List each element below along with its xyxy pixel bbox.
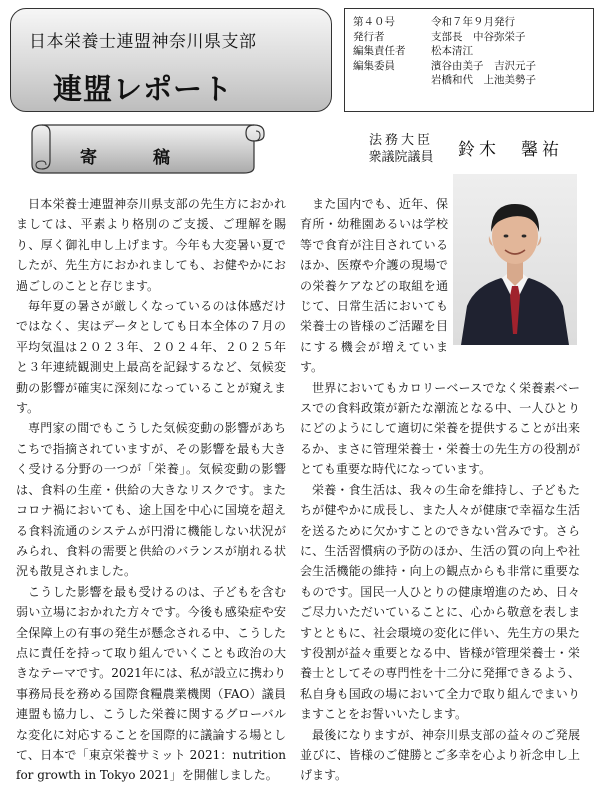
committee-label: 編集委員 — [353, 59, 395, 72]
committee-value-1: 濱谷由美子 吉沢元子 — [431, 59, 536, 72]
article-paragraph: 世界においてもカロリーベースでなく栄養素ベースでの食料政策が新たな潮流となる中、一人ひとりにどのようにして適切に栄養を提供することが出来るか、まさに管理栄養士・栄養士の先生方の役割がとても重要な時代になっています。 — [300, 380, 580, 477]
publisher-label: 発行者 — [353, 30, 385, 43]
article-paragraph: 栄養・食生活は、我々の生命を維持し、子どもたちが健やかに成長し、また人々が健康で幸福な生活を送るために欠かすことのできない営みです。さらに、生活習慣病の予防のほか、生活の質の向上や社会生活機能の維持・向上の観点からも非常に重要なものです。国民一人ひとりの健康増進のため、日々ご尽力いただいていることに、心から敬意を表しますとともに、社会環境の変化に伴い、先生方の果たす役割が益々重要となる中、皆様が管理栄養士・栄養士としてその専門性を十二分に発揮できるよう、私自身も国政の場において全力で取り組んでまいりますことをお誓いいたします。 — [300, 482, 580, 722]
author-title-line-1: 法務大臣 — [368, 133, 433, 148]
section-title-char-1: 寄 — [80, 148, 99, 168]
article-paragraph: 最後になりますが、神奈川県支部の益々のご発展並びに、皆様のご健勝とご多幸を心より祈念申し上げます。 — [300, 727, 580, 783]
issue-date: 令和７年９月発行 — [431, 16, 515, 28]
author-title-line-2: 衆議院議員 — [368, 150, 434, 165]
editor-label: 編集責任者 — [353, 45, 406, 57]
organization-name: 日本栄養士連盟神奈川県支部 — [29, 32, 257, 52]
publisher-value: 支部長 中谷弥栄子 — [431, 30, 526, 43]
author-name: 鈴木 馨祐 — [458, 140, 563, 160]
article-right-column — [300, 194, 580, 786]
section-title — [80, 143, 172, 168]
article-paragraph: 日本栄養士連盟神奈川県支部の先生方におかれましては、平素より格別のご支援、ご理解を賜り、厚く御礼申し上げます。今年も大変暑い夏でしたが、先生方におかれましても、お健やかにお過ごしのことと存じます。 — [16, 197, 286, 293]
editor-row — [353, 44, 585, 59]
article-paragraph: また国内でも、近年、保育所・幼稚園あるいは学校等で食育が注目されているほか、医療や介護の現場での栄養ケアなどの取組を通じて、日常生活においても栄養士の皆様のご活躍を目にする機会が増えています。 — [300, 197, 448, 375]
article-paragraph: こうした影響を最も受けるのは、子どもを含む弱い立場におかれた方々です。今後も感染症や安全保障上の有事の発生が懸念される中、こうした点に責任を持って取り組んでいくことも政治の大きなテーマです。2021年には、私が設立に携わり事務局長を務める国際食糧農業機関（FAO）議員連盟も協力し、こうした栄養に関するグローバルな変化に対応することを国際的に議論する場として、日本で「東京栄養サミット 2021：nutrition for growth in Tokyo 2021」を開催しました。 — [16, 584, 286, 783]
issue-row — [353, 15, 585, 30]
section-title-char-2: 稿 — [153, 148, 172, 168]
committee-row-2 — [353, 73, 585, 88]
committee-row — [353, 59, 585, 74]
editor-value: 松本清江 — [431, 45, 473, 57]
article-paragraph: 毎年夏の暑さが厳しくなっているのは体感だけではなく、実はデータとしても日本全体の７月の平均気温は２０２３年、２０２４年、２０２５年と３年連続観測史上最高を記録するなど、気候変動の影響が確実に深刻になっていることが窺えます。 — [16, 299, 286, 416]
report-title: 連盟レポート — [53, 72, 234, 106]
publisher-row — [353, 30, 585, 45]
title-box — [10, 8, 332, 112]
issue-info-box — [344, 8, 594, 112]
article-paragraph: 専門家の間でもこうした気候変動の影響があちこちで指摘されていますが、その影響を最も大きく受ける分野の一つが「栄養」。気候変動の影響は、食料の生産・供給の大きなリスクです。またコロナ禍においても、途上国を中心に国境を超える食料流通のシステムが円滑に機能しない状況がみられ、食料の需要と供給のバランスが崩れる状況も散見されました。 — [16, 421, 286, 579]
committee-value-2: 岩橋和代 上池美勢子 — [431, 74, 536, 86]
author-title — [360, 132, 442, 166]
article-left-column — [16, 194, 286, 786]
issue-number: 第４０号 — [353, 16, 395, 28]
